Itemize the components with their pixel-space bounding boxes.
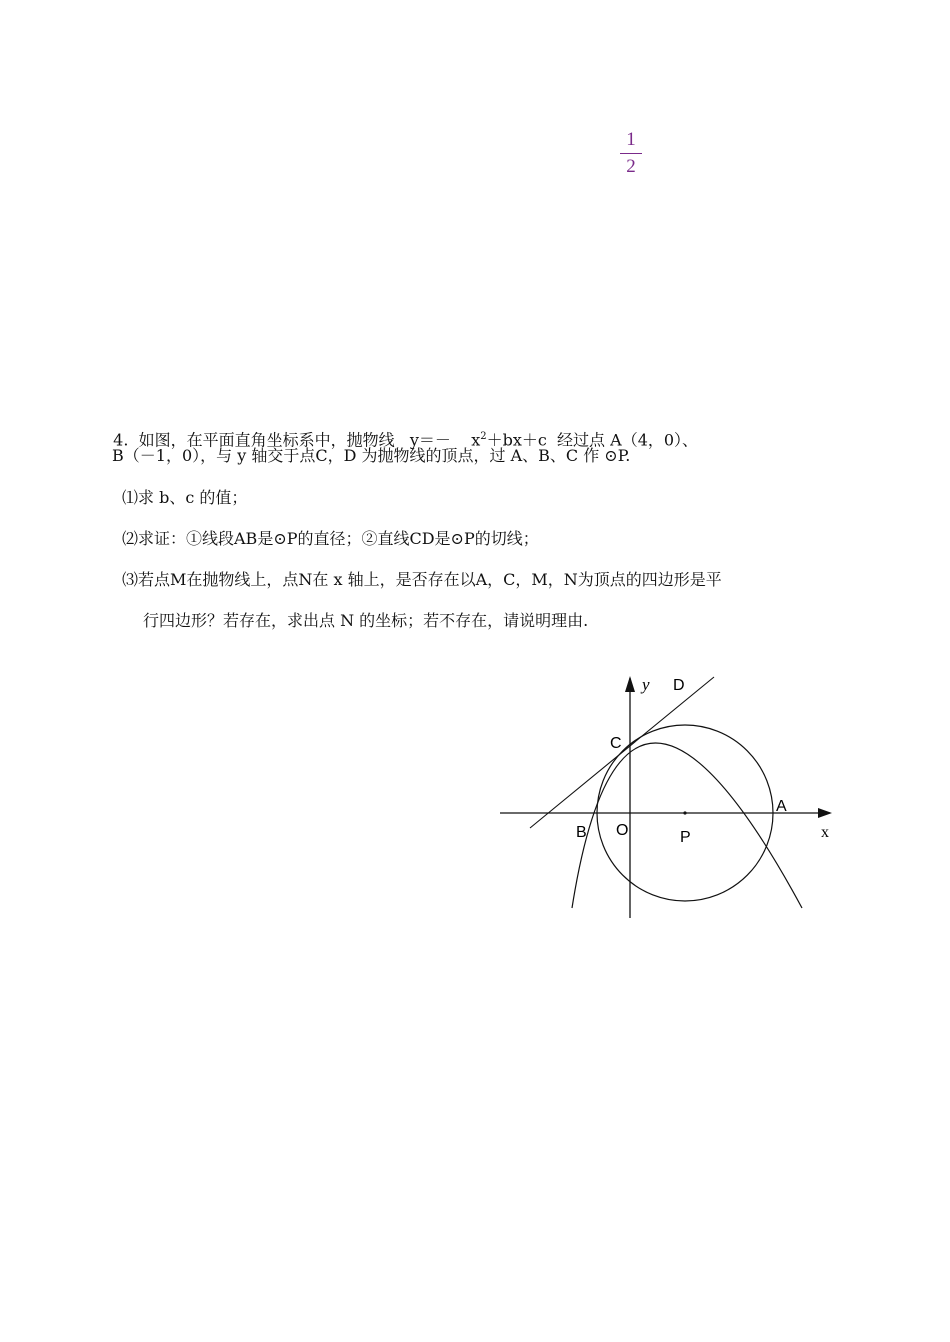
parabola-circle-figure [490, 670, 840, 925]
x-axis-arrow [818, 808, 832, 818]
parabola [572, 743, 802, 908]
fraction-denominator: 2 [626, 156, 636, 177]
question-2: ⑵求证：①线段AB是⊙P的直径；②直线CD是⊙P的切线； [122, 529, 539, 548]
question-3-line-1: ⑶若点M在抛物线上，点N在 x 轴上，是否存在以A，C，M，N为顶点的四边形是平 [122, 570, 722, 589]
label-o: O [616, 822, 629, 839]
label-b: B [576, 824, 587, 841]
tangent-line-cd [530, 677, 714, 828]
question-1: ⑴求 b、c 的值； [122, 488, 248, 507]
fraction-numerator: 1 [626, 129, 636, 150]
fraction-bar [620, 153, 642, 154]
label-x: x [821, 824, 829, 841]
center-point-p [683, 811, 686, 814]
label-d: D [673, 677, 685, 694]
exponent: 2 [480, 431, 487, 442]
label-a: A [776, 798, 787, 815]
label-y: y [642, 675, 650, 694]
problem-line-1-start: 4. 如图，在平面直角坐标系中，抛物线 y＝－ x [113, 430, 481, 450]
problem-line-2: B（－1，0），与 y 轴交于点C，D 为抛物线的顶点，过 A、B、C 作 ⊙P. [112, 446, 631, 465]
problem-line-1-end: ＋bx＋c 经过点 A（4，0）、 [486, 430, 699, 450]
label-c: C [610, 735, 622, 752]
y-axis-arrow [625, 676, 635, 692]
fraction-one-half [620, 130, 642, 177]
question-3-line-2: 行四边形？若存在，求出点 N 的坐标；若不存在，请说明理由. [143, 611, 589, 630]
label-p: P [680, 829, 691, 846]
